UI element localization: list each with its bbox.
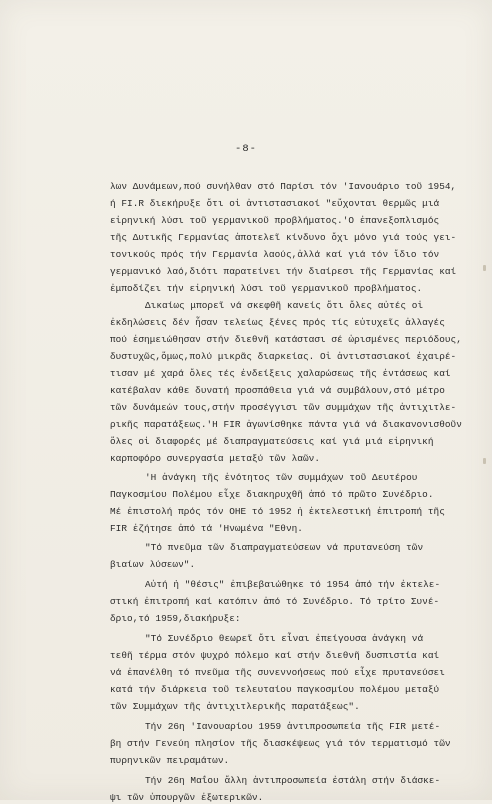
text-line: ὅλες οἱ διαφορές μέ διαπραγματεύσεις καί γιά μιά εἰρηνική [110,436,434,447]
text-line: "Τό πνεῦμα τῶν διαπραγματεύσεων νά πρυτανεύση τῶν [145,542,424,553]
text-line: Τήν 26η 'Ιανουαρίου 1959 ἀντιπροσωπεία τῆς FIR μετέ- [145,721,441,732]
text-line: 'Η ἀνάγκη τῆς ἑνότητος τῶν συμμάχων τοῦ Δευτέρου [145,472,418,483]
paper-edge-mark [483,458,486,464]
text-line: τισαν μέ χαρά ὅλες τές ἐνδείξεις χαλαρώσεως τῆς ἐντάσεως καί [110,368,451,379]
text-line: τονικούς πρός τήν Γερμανία λαούς,ἀλλά καί γιά τόν ἴδιο τόν [110,249,440,260]
text-line: Δικαίως μπορεῖ νά σκεφθῆ κανείς ὅτι ὅλες αὐτές οἱ [145,300,424,311]
text-line: λων Δυνάμεων,πού συνήλθαν στό Παρίσι τόν 'Ιανουάριο τοῦ 1954, [110,181,457,192]
text-line: "Τό Συνέδριο θεωρεῖ ὅτι εἶναι ἐπείγουσα ἀνάγκη νά [145,633,424,644]
text-line: ρικῆς παρατάξεως.'Η FIR ἀγωνίσθηκε πάντα γιά νά διακανονισθοῦν [110,419,462,430]
text-line: δριο,τό 1959,διακήρυξε: [110,613,241,624]
text-line: ἐκδηλώσεις δέν ἦσαν τελείως ξένες πρός τίς εὐτυχεῖς ἀλλαγές [110,317,445,328]
text-line: ἐμποδίζει τήν εἰρηνική λύσι τοῦ γερμανικοῦ προβλήματος. [110,283,423,294]
text-line: ψι τῶν ὑπουργῶν ἐξωτερικῶν. [110,792,264,803]
text-line: καρποφόρο συνεργασία μεταξύ τῶν λαῶν. [110,453,321,464]
paper-edge-mark [483,265,486,271]
text-line: τῆς Δυτικῆς Γερμανίας ἀποτελεῖ κίνδυνο ὄχι μόνο γιά τούς γει- [110,232,457,243]
text-line: νά ἐπανέλθη τό πνεῦμα τῆς συνεννοήσεως πού εἶχε πρυτανεύσει [110,667,445,678]
text-line: βη στήν Γενεύη πλησίον τῆς διασκέψεως γιά τόν τερματισμό τῶν [110,738,451,749]
page-number: -8- [235,143,257,155]
text-line: Παγκοσμίου Πολέμου εἶχε διακηρυχθῆ ἀπό τό πρῶτο Συνέδριο. [110,489,434,500]
text-line: ή FI.R διεκήρυξε ὅτι οἱ ἀντιστασιακοί "εὔχονται θερμῶς μιά [110,198,440,209]
text-line: βιαίων λύσεων". [110,559,196,570]
text-line: στική ἐπιτροπή καί κατόπιν ἀπό τό Συνέδριο. Τό τρίτο Συνέ- [110,596,440,607]
text-line: κατά τήν διάρκεια τοῦ τελευταίου παγκοσμίου πολέμου μεταξύ [110,684,440,695]
text-line: Αὐτή ἡ "θέσις" ἐπιβεβαιώθηκε τό 1954 ἀπό τήν ἐκτελε- [145,579,441,590]
text-line: τῶν δυνάμεών τους,στήν προσέγγισι τῶν συμμάχων τῆς ἀντιχιτλε- [110,402,457,413]
text-line: πού ἐσημειώθησαν στήν διεθνῆ κατάστασι σέ ὡρισμένες περιόδους, [110,334,462,345]
text-line: τεθῆ τέρμα στόν ψυχρό πόλεμο καί στήν διεθνῆ δυσπιστία καί [110,650,440,661]
text-line: FIR ἐζήτησε ἀπό τά 'Ηνωμένα "Εθνη. [110,523,303,534]
text-line: τῶν Συμμάχων τῆς ἀντιχιτλερικῆς παρατάξεως". [110,701,360,712]
text-line: δυστυχῶς,ὅμως,πολύ μικρᾶς διαρκείας. Οἱ ἀντιστασιακοί ἐχαιρέ- [110,351,457,362]
text-line: Μέ ἐπιστολή πρός τόν ΟΗΕ τό 1952 ἡ ἐκτελεστική ἐπιτροπή τῆς [110,506,445,517]
text-line: εἰρηνική λύσι τοῦ γερμανικοῦ προβλήματος.'Ο ἐπανεξοπλισμός [110,215,440,226]
text-line: πυρηνικῶν πειραμάτων. [110,755,230,766]
text-line: γερμανικό λαό,διότι παρατείνει τήν διαίρεσι τῆς Γερμανίας καί [110,266,457,277]
text-line: Τήν 26η Μαΐου ἄλλη ἀντιπροσωπεία ἐστάλη στήν διάσκε- [145,775,441,786]
text-line: κατέβαλαν κάθε δυνατή προσπάθεια γιά νά συμβάλουν,στό μέτρο [110,385,445,396]
